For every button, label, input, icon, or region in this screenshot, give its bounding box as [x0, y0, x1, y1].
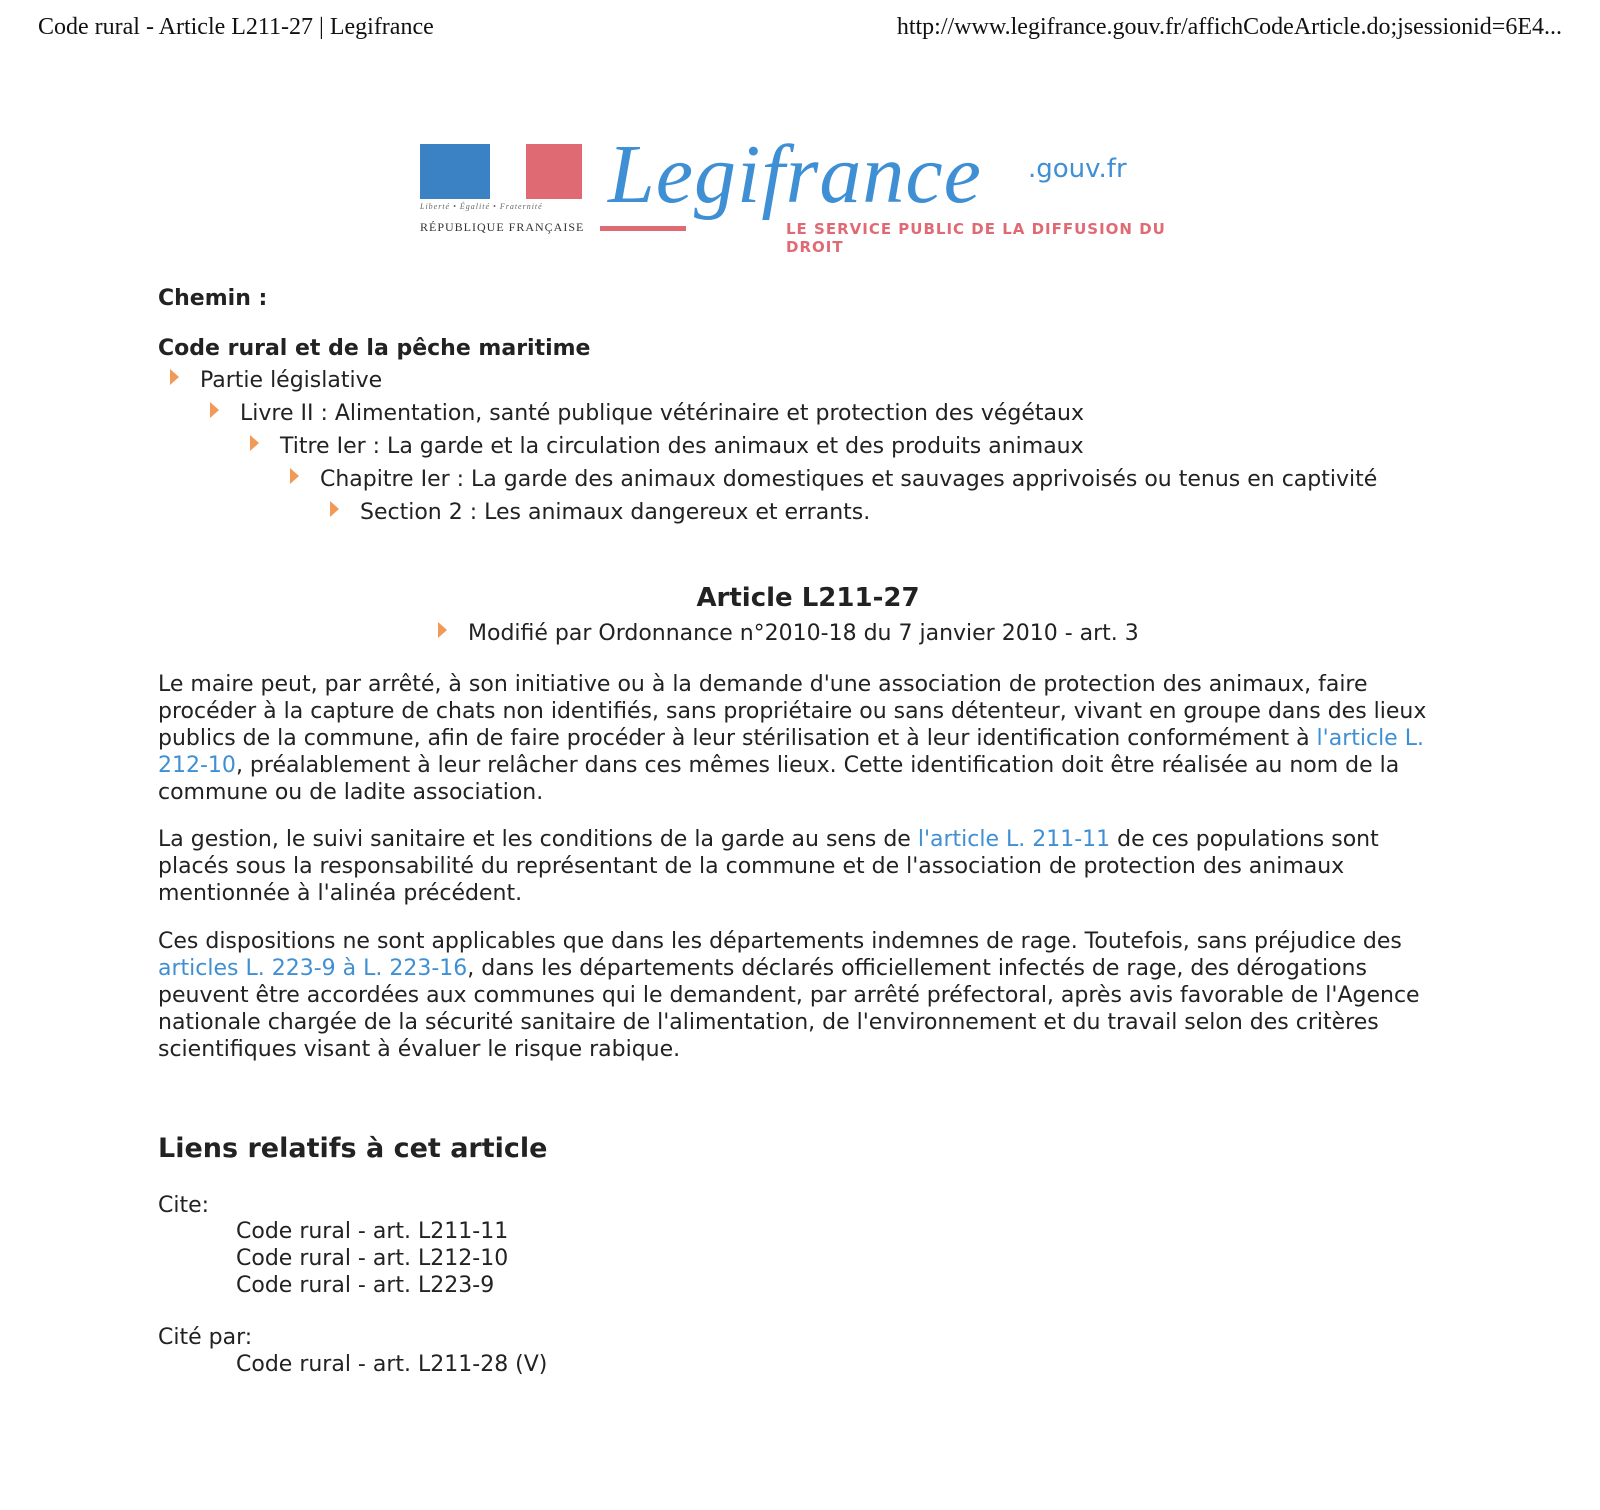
breadcrumb-arrow-icon — [250, 435, 259, 451]
breadcrumb-label: Section 2 : Les animaux dangereux et errants. — [360, 500, 871, 525]
breadcrumb-chapitre[interactable] — [290, 466, 1377, 493]
logo-underline — [600, 226, 686, 231]
legifrance-logo[interactable] — [418, 128, 1218, 256]
modified-by-link[interactable] — [438, 620, 1139, 647]
logo-domain: .gouv.fr — [1028, 154, 1127, 184]
breadcrumb-arrow-icon — [290, 468, 299, 484]
cite-item-l223-9[interactable]: Code rural - art. L223-9 — [236, 1273, 495, 1298]
modified-by-text: Modifié par Ordonnance n°2010-18 du 7 janvier 2010 - art. 3 — [468, 621, 1139, 646]
marianne-blue-panel — [420, 144, 490, 199]
cite-label: Cite: — [158, 1193, 210, 1218]
article-paragraph-2 — [158, 826, 1448, 907]
link-articles-l223-9-l223-16[interactable]: articles L. 223-9 à L. 223-16 — [158, 956, 468, 981]
breadcrumb-arrow-icon — [210, 402, 219, 418]
breadcrumb-label: Chapitre Ier : La garde des animaux domestiques et sauvages apprivoisés ou tenus en captivité — [320, 467, 1378, 492]
print-page-title: Code rural - Article L211-27 | Legifrance — [38, 14, 434, 40]
link-article-l212-10[interactable]: l'article L. 212-10 — [158, 726, 1424, 778]
paragraph-text: , préalablement à leur relâcher dans ces mêmes lieux. Cette identification doit être réalisée au nom de la commune ou de ladite association. — [158, 753, 1400, 805]
logo-tagline: LE SERVICE PUBLIC DE LA DIFFUSION DU DROIT — [786, 220, 1166, 256]
paragraph-text: Ces dispositions ne sont applicables que dans les départements indemnes de rage. Toutefois, sans préjudice des — [158, 929, 1402, 954]
breadcrumb-titre[interactable] — [250, 433, 1084, 460]
cited-by-label: Cité par: — [158, 1325, 253, 1350]
article-paragraph-3 — [158, 928, 1448, 1063]
cited-by-item-l211-28[interactable]: Code rural - art. L211-28 (V) — [236, 1352, 548, 1377]
marianne-red-panel — [526, 144, 582, 199]
breadcrumb-section[interactable] — [330, 499, 870, 526]
modified-arrow-icon — [438, 622, 447, 638]
article-paragraph-1 — [158, 671, 1448, 806]
chemin-label: Chemin : — [158, 286, 268, 311]
link-article-l211-11[interactable]: l'article L. 211-11 — [917, 827, 1111, 852]
paragraph-text: , dans les départements déclarés officiellement infectés de rage, des dérogations peuvent être accordées aux communes qui le demandent, par arrêté préfectoral, après avis favorable de l'Agence nationale chargée de la sécurité sanitaire de l'alimentation, de l'environnement et du travail selon des critères scientifiques visant à évaluer le risque rabique. — [158, 956, 1420, 1062]
breadcrumb-arrow-icon — [330, 501, 339, 517]
code-title[interactable]: Code rural et de la pêche maritime — [158, 336, 591, 361]
republic-motto: Liberté • Égalité • Fraternité — [420, 202, 543, 211]
breadcrumb-label: Livre II : Alimentation, santé publique vétérinaire et protection des végétaux — [240, 401, 1084, 426]
legifrance-wordmark: Legifrance — [608, 128, 982, 221]
paragraph-text: Le maire peut, par arrêté, à son initiative ou à la demande d'une association de protection des animaux, faire procéder à la capture de chats non identifiés, sans propriétaire ou sans détenteur, vivant en groupe dans des lieux publics de la commune, afin de faire procéder à leur stérilisation et à leur identification conformément à — [158, 672, 1427, 751]
print-header — [38, 14, 1562, 48]
cite-item-l212-10[interactable]: Code rural - art. L212-10 — [236, 1246, 509, 1271]
print-url: http://www.legifrance.gouv.fr/affichCodeArticle.do;jsessionid=6E4... — [896, 14, 1562, 40]
breadcrumb-livre[interactable] — [210, 400, 1084, 427]
breadcrumb-arrow-icon — [170, 369, 179, 385]
article-title: Article L211-27 — [696, 583, 920, 613]
republic-label: RÉPUBLIQUE FRANÇAISE — [420, 220, 585, 234]
related-links-heading: Liens relatifs à cet article — [158, 1133, 548, 1164]
cite-item-l211-11[interactable]: Code rural - art. L211-11 — [236, 1219, 509, 1244]
breadcrumb-label: Titre Ier : La garde et la circulation des animaux et des produits animaux — [280, 434, 1084, 459]
paragraph-text: de ces populations sont placés sous la responsabilité du représentant de la commune et de l'association de protection des animaux mentionnée à l'alinéa précédent. — [158, 827, 1379, 906]
paragraph-text: La gestion, le suivi sanitaire et les conditions de la garde au sens de — [158, 827, 918, 852]
breadcrumb-partie[interactable] — [170, 367, 382, 394]
breadcrumb-label: Partie législative — [200, 368, 383, 393]
